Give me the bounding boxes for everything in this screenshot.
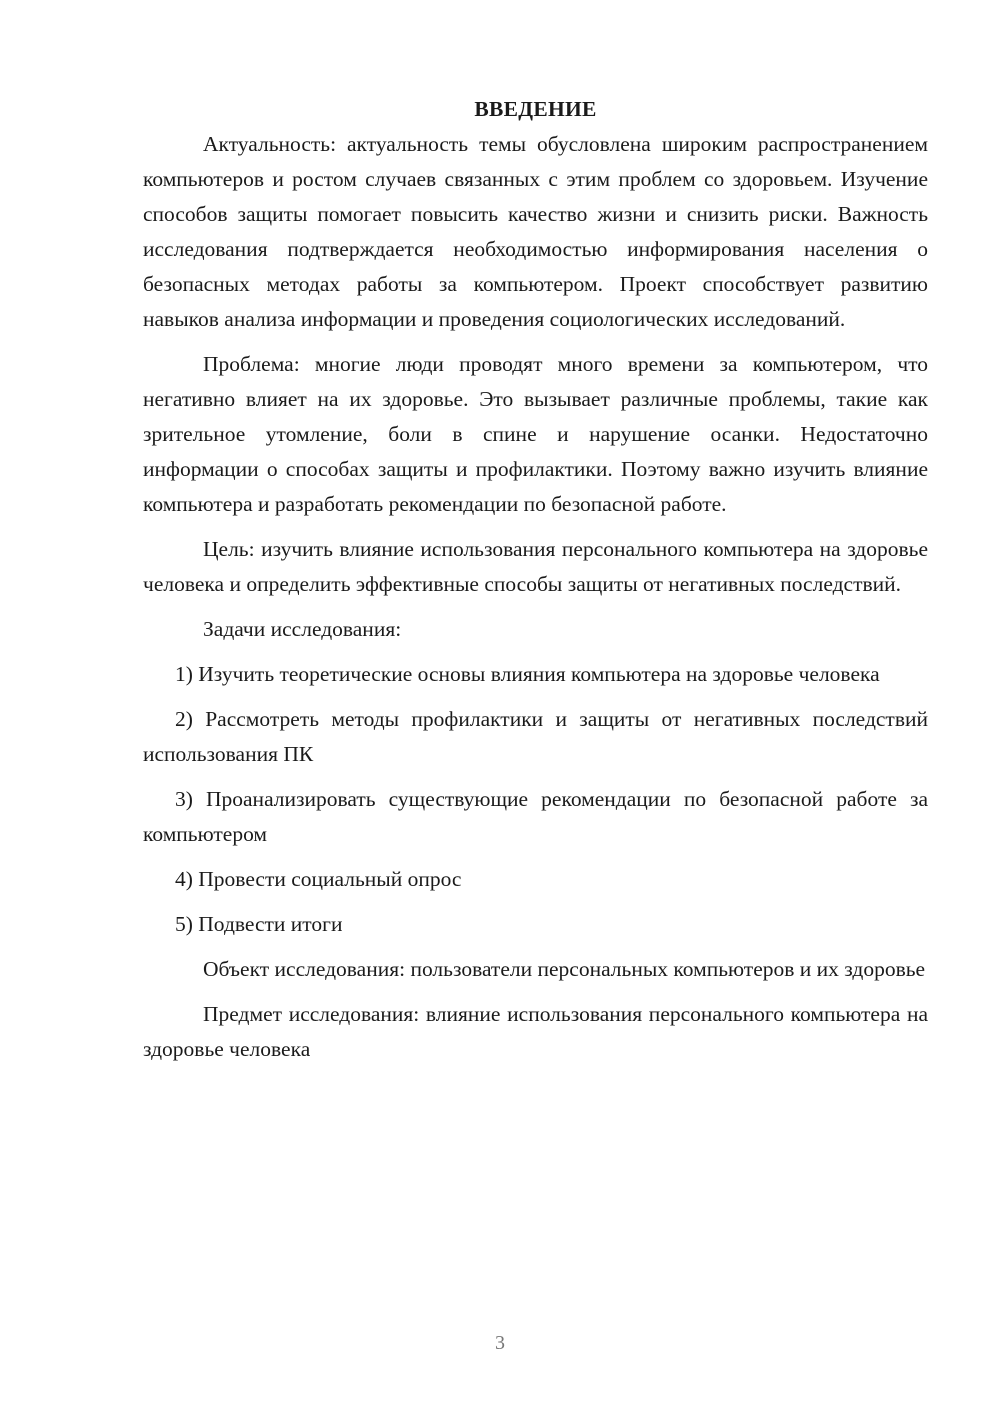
paragraph-relevance: Актуальность: актуальность темы обусловлена широким распространением компьютеров и ростом случаев связанных с этим проблем со здоровьем. Изучение способов защиты помогает повысить качество жизни и снизить риски. Важность исследования подтверждается необходимостью информирования населения о безопасных методах работы за компьютером. Проект способствует развитию навыков анализа информации и проведения социологических исследований.	[143, 132, 928, 331]
document-page	[143, 92, 928, 1067]
task-item-3: 3) Проанализировать существующие рекомендации по безопасной работе за компьютером	[143, 787, 928, 846]
section-heading: ВВЕДЕНИЕ	[474, 97, 597, 121]
paragraph-object: Объект исследования: пользователи персональных компьютеров и их здоровье	[203, 957, 926, 981]
page-number: 3	[495, 1332, 505, 1354]
task-item-2: 2) Рассмотреть методы профилактики и защиты от негативных последствий использования ПК	[143, 707, 928, 766]
task-item-1: 1) Изучить теоретические основы влияния компьютера на здоровье человека	[175, 662, 880, 686]
tasks-title: Задачи исследования:	[203, 617, 402, 641]
paragraph-subject: Предмет исследования: влияние использования персонального компьютера на здоровье человека	[143, 1002, 928, 1061]
paragraph-goal: Цель: изучить влияние использования персонального компьютера на здоровье человека и определить эффективные способы защиты от негативных последствий.	[143, 537, 928, 596]
task-item-4: 4) Провести социальный опрос	[175, 867, 462, 891]
paragraph-problem: Проблема: многие люди проводят много времени за компьютером, что негативно влияет на их здоровье. Это вызывает различные проблемы, такие как зрительное утомление, боли в спине и нарушение осанки. Недостаточно информации о способах защиты и профилактики. Поэтому важно изучить влияние компьютера и разработать рекомендации по безопасной работе.	[143, 352, 928, 516]
task-item-5: 5) Подвести итоги	[175, 912, 343, 936]
